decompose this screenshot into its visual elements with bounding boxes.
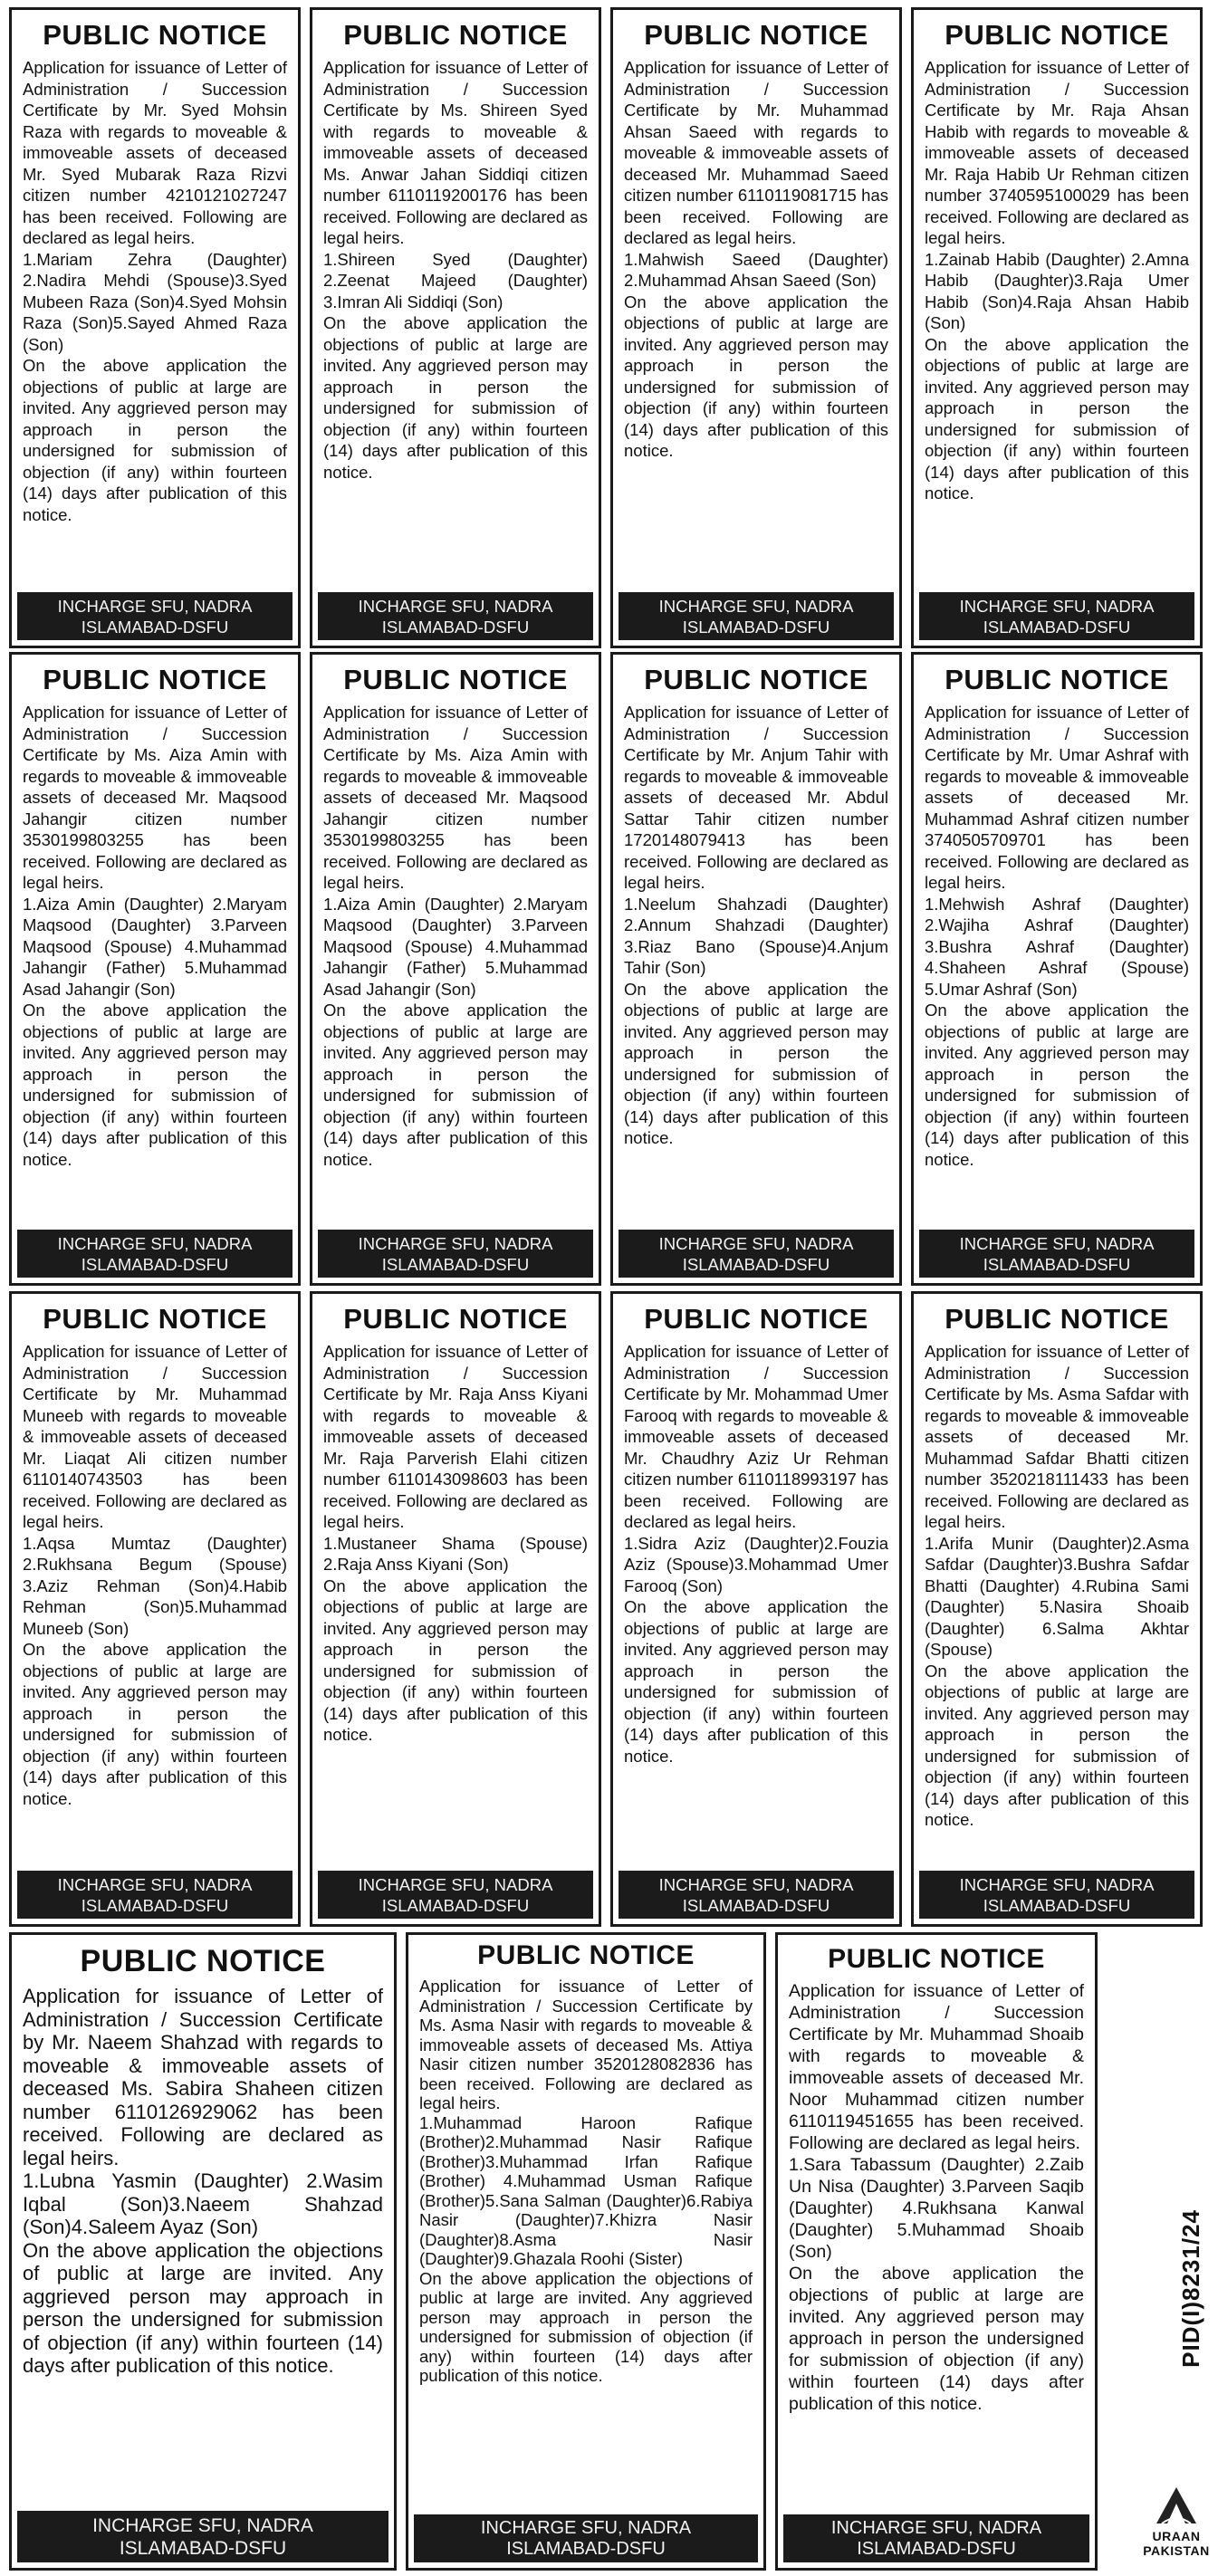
footer-line-2: ISLAMABAD-DSFU — [81, 618, 229, 637]
notice-heirs: 1.Arifa Munir (Daughter)2.Asma Safdar (Daughter)3.Bushra Safdar Bhatti (Daughter) 4.Rubina Sami (Daughter) 5.Nasira Shoaib (Daughter) 6.Salma Akhtar (Spouse) — [925, 1533, 1189, 1659]
notice-body — [312, 1341, 599, 1871]
public-notice-13 — [9, 1932, 397, 2571]
notice-intro: Application for issuance of Letter of Administration / Succession Certificate by Mr. Mohammad Umer Farooq with regards to moveable & immoveable assets of deceased Mr. Chaudhry Aziz Ur Rehman citizen number 6110118993197 has been received. Following are declared as legal heirs. — [624, 1342, 888, 1531]
footer-line-2: ISLAMABAD-DSFU — [682, 618, 830, 637]
notice-objection: On the above application the objections of public at large are invited. Any aggrieved person may approach in person the undersigned for submission of objection (if any) within fourteen (14) days after publication of this notice. — [323, 1575, 588, 1744]
notice-footer — [318, 592, 593, 640]
notice-intro: Application for issuance of Letter of Administration / Succession Certificate by Ms. Asma Safdar with regards to moveable & immoveable assets of deceased Mr. Muhammad Safdar Bhatti citizen number 3520218111433 has been received. Following are declared as legal heirs. — [925, 1342, 1189, 1531]
public-notice-12 — [911, 1291, 1203, 1927]
notice-body — [312, 702, 599, 1230]
notice-intro: Application for issuance of Letter of Administration / Succession Certificate by Ms. Aiza Amin with regards to moveable & immoveable assets of deceased Mr. Maqsood Jahangir citizen number 3530199803255 has been received. Following are declared as legal heirs. — [323, 703, 588, 892]
footer-line-1: INCHARGE SFU, NADRA — [658, 1875, 854, 1894]
footer-line-1: INCHARGE SFU, NADRA — [959, 597, 1155, 616]
footer-line-2: ISLAMABAD-DSFU — [682, 1896, 830, 1915]
notice-footer — [318, 1230, 593, 1278]
footer-line-1: INCHARGE SFU, NADRA — [830, 2518, 1042, 2538]
notice-footer — [17, 2511, 388, 2562]
notice-heirs: 1.Aiza Amin (Daughter) 2.Maryam Maqsood (Daughter) 3.Parveen Maqsood (Spouse) 4.Muhammad Jahangir (Father) 5.Muhammad Asad Jahangir (Son) — [323, 894, 588, 999]
public-notice-10 — [310, 1291, 601, 1927]
notice-body — [12, 1985, 394, 2511]
public-notice-3 — [610, 7, 902, 648]
footer-line-2: ISLAMABAD-DSFU — [857, 2539, 1016, 2559]
notice-intro: Application for issuance of Letter of Administration / Succession Certificate by Ms. Asma Nasir with regards to moveable & immoveable assets of deceased Ms. Attiya Nasir citizen number 3520128082836 has been received. Following are declared as legal heirs. — [419, 1977, 753, 2112]
notice-objection: On the above application the objections of public at large are invited. Any aggrieved person may approach in person the undersigned for submission of objection (if any) within fourteen (14) days after publication of this notice. — [789, 2264, 1084, 2414]
footer-line-2: ISLAMABAD-DSFU — [983, 1896, 1131, 1915]
notice-footer — [619, 1871, 894, 1919]
notice-title: PUBLIC NOTICE — [945, 664, 1169, 695]
notice-title: PUBLIC NOTICE — [343, 1303, 568, 1335]
notice-heirs: 1.Sidra Aziz (Daughter)2.Fouzia Aziz (Spouse)3.Mohammad Umer Farooq (Son) — [624, 1533, 888, 1595]
notice-heirs: 1.Mehwish Ashraf (Daughter) 2.Wajiha Ashraf (Daughter) 3.Bushra Ashraf (Daughter) 4.Shaheen Ashraf (Spouse) 5.Umar Ashraf (Son) — [925, 894, 1189, 999]
notice-footer — [919, 1871, 1194, 1919]
notice-footer — [17, 1871, 293, 1919]
notice-heirs: 1.Muhammad Haroon Rafique (Brother)2.Muhammad Nasir Rafique (Brother)3.Muhammad Irfan Rafique (Brother) 4.Muhammad Usman Rafique (Brother)5.Sana Salman (Daughter)6.Rabiya Nasir (Daughter)7.Khizra Nasir (Daughter)8.Asma Nasir (Daughter)9.Ghazala Roohi (Sister) — [419, 2112, 753, 2268]
notice-footer — [919, 1230, 1194, 1278]
notice-heirs: 1.Mustaneer Shama (Spouse) 2.Raja Anss Kiyani (Son) — [323, 1533, 588, 1574]
notice-footer — [783, 2514, 1089, 2562]
logo-text-pakistan: PAKISTAN — [1143, 2543, 1210, 2558]
public-notice-2 — [310, 7, 601, 648]
footer-line-2: ISLAMABAD-DSFU — [381, 1255, 530, 1274]
notice-footer — [318, 1871, 593, 1919]
notice-footer — [619, 1230, 894, 1278]
notice-intro: Application for issuance of Letter of Administration / Succession Certificate by Mr. Naeem Shahzad with regards to moveable & immoveable assets of deceased Ms. Sabira Shaheen citizen number 6110126929062 has been received. Following are declared as legal heirs. — [23, 1985, 383, 2169]
notice-objection: On the above application the objections of public at large are invited. Any aggrieved person may approach in person the undersigned for submission of objection (if any) within fourteen (14) days after publication of this notice. — [323, 313, 588, 482]
notice-heirs: 1.Mahwish Saeed (Daughter) 2.Muhammad Ahsan Saeed (Son) — [624, 249, 888, 290]
notice-heirs: 1.Aqsa Mumtaz (Daughter) 2.Rukhsana Begum (Spouse) 3.Aziz Rehman (Son)4.Habib Rehman (Son)5.Muhammad Muneeb (Son) — [23, 1533, 287, 1638]
public-notice-1 — [9, 7, 301, 648]
notice-heirs: 1.Zainab Habib (Daughter) 2.Amna Habib (Daughter)3.Raja Umer Habib (Son)4.Raja Ahsan Habib (Son) — [925, 249, 1189, 332]
notice-footer — [619, 592, 894, 640]
footer-line-2: ISLAMABAD-DSFU — [983, 618, 1131, 637]
notice-title: PUBLIC NOTICE — [43, 664, 267, 695]
notice-title: PUBLIC NOTICE — [43, 1303, 267, 1335]
footer-line-2: ISLAMABAD-DSFU — [81, 1896, 229, 1915]
notice-objection: On the above application the objections of public at large are invited. Any aggrieved person may approach in person the undersigned for submission of objection (if any) within fourteen (14) days after publication of this notice. — [925, 1001, 1189, 1169]
notice-objection: On the above application the objections of public at large are invited. Any aggrieved person may approach in person the undersigned for submission of objection (if any) within fourteen (14) days after publication of this notice. — [23, 1001, 287, 1169]
notice-heirs: 1.Lubna Yasmin (Daughter) 2.Wasim Iqbal (Son)3.Naeem Shahzad (Son)4.Saleem Ayaz (Son) — [23, 2169, 383, 2238]
public-notice-6 — [310, 652, 601, 1286]
footer-line-1: INCHARGE SFU, NADRA — [959, 1234, 1155, 1253]
notice-body — [12, 1341, 298, 1871]
footer-line-2: ISLAMABAD-DSFU — [983, 1255, 1131, 1274]
public-notice-11 — [610, 1291, 902, 1927]
notice-heirs: 1.Aiza Amin (Daughter) 2.Maryam Maqsood (Daughter) 3.Parveen Maqsood (Spouse) 4.Muhammad Jahangir (Father) 5.Muhammad Asad Jahangir (Son) — [23, 894, 287, 999]
notice-body — [12, 702, 298, 1230]
notice-body — [613, 702, 899, 1230]
notice-title: PUBLIC NOTICE — [644, 1303, 868, 1335]
notice-body — [613, 1341, 899, 1871]
notice-footer — [414, 2514, 758, 2562]
notice-title: PUBLIC NOTICE — [945, 19, 1169, 51]
bird-logo-icon — [1151, 2484, 1202, 2529]
notice-intro: Application for issuance of Letter of Administration / Succession Certificate by Ms. Shireen Syed with regards to moveable & immoveable assets of deceased Ms. Anwar Jahan Siddiqi citizen number 6110119200176 has been received. Following are declared as legal heirs. — [323, 58, 588, 247]
notice-title: PUBLIC NOTICE — [343, 664, 568, 695]
notice-objection: On the above application the objections of public at large are invited. Any aggrieved person may approach in person the undersigned for submission of objection (if any) within fourteen (14) days after publication of this notice. — [23, 1640, 287, 1808]
notice-body — [778, 1980, 1095, 2514]
notice-footer — [17, 1230, 293, 1278]
footer-line-1: INCHARGE SFU, NADRA — [57, 597, 253, 616]
public-notice-7 — [610, 652, 902, 1286]
notice-title: PUBLIC NOTICE — [644, 664, 868, 695]
footer-line-2: ISLAMABAD-DSFU — [81, 1255, 229, 1274]
notice-intro: Application for issuance of Letter of Administration / Succession Certificate by Mr. Muhammad Muneeb with regards to moveable & immoveable assets of deceased Mr. Liaqat Ali citizen number 6110140743503 has been received. Following are declared as legal heirs. — [23, 1342, 287, 1531]
footer-line-2: ISLAMABAD-DSFU — [119, 2538, 287, 2559]
notice-title: PUBLIC NOTICE — [644, 19, 868, 51]
notice-title: PUBLIC NOTICE — [80, 1944, 326, 1978]
notice-heirs: 1.Sara Tabassum (Daughter) 2.Zaib Un Nisa (Daughter) 3.Parveen Saqib (Daughter) 4.Rukhsana Kanwal (Daughter) 5.Muhammad Shoaib (Son) — [789, 2155, 1084, 2262]
notice-heirs: 1.Mariam Zehra (Daughter) 2.Nadira Mehdi (Spouse)3.Syed Mubeen Raza (Son)4.Syed Mohsin Raza (Son)5.Sayed Ahmed Raza (Son) — [23, 249, 287, 354]
public-notice-8 — [911, 652, 1203, 1286]
footer-line-1: INCHARGE SFU, NADRA — [92, 2515, 313, 2536]
notice-title: PUBLIC NOTICE — [477, 1940, 695, 1970]
footer-line-2: ISLAMABAD-DSFU — [381, 618, 530, 637]
notice-heirs: 1.Shireen Syed (Daughter) 2.Zeenat Majeed (Daughter) 3.Imran Ali Siddiqi (Son) — [323, 249, 588, 311]
notice-footer — [919, 592, 1194, 640]
public-notice-4 — [911, 7, 1203, 648]
public-notice-9 — [9, 1291, 301, 1927]
footer-line-1: INCHARGE SFU, NADRA — [480, 2518, 692, 2538]
footer-line-1: INCHARGE SFU, NADRA — [658, 1234, 854, 1253]
public-notice-5 — [9, 652, 301, 1286]
footer-line-2: ISLAMABAD-DSFU — [506, 2539, 666, 2559]
notice-body — [12, 57, 298, 592]
notice-body — [408, 1977, 763, 2514]
notice-title: PUBLIC NOTICE — [945, 1303, 1169, 1335]
notice-body — [312, 57, 599, 592]
footer-line-1: INCHARGE SFU, NADRA — [358, 1234, 553, 1253]
footer-line-1: INCHARGE SFU, NADRA — [57, 1234, 253, 1253]
notice-objection: On the above application the objections of public at large are invited. Any aggrieved person may approach in person the undersigned for submission of objection (if any) within fourteen (14) days after publication of this notice. — [419, 2268, 753, 2385]
notice-intro: Application for issuance of Letter of Administration / Succession Certificate by Mr. Raja Anss Kiyani with regards to moveable & immoveable assets of deceased Mr. Raja Parverish Elahi citizen number 6110143098603 has been received. Following are declared as legal heirs. — [323, 1342, 588, 1531]
notice-intro: Application for issuance of Letter of Administration / Succession Certificate by Mr. Umar Ashraf with regards to moveable & immoveable assets of deceased Mr. Muhammad Ashraf citizen number 3740505709701 has been received. Following are declared as legal heirs. — [925, 703, 1189, 892]
notice-body — [613, 57, 899, 592]
footer-line-2: ISLAMABAD-DSFU — [381, 1896, 530, 1915]
notice-footer — [17, 592, 293, 640]
footer-line-1: INCHARGE SFU, NADRA — [658, 597, 854, 616]
notice-intro: Application for issuance of Letter of Administration / Succession Certificate by Ms. Aiza Amin with regards to moveable & immoveable assets of deceased Mr. Maqsood Jahangir citizen number 3530199803255 has been received. Following are declared as legal heirs. — [23, 703, 287, 892]
public-notice-15 — [775, 1932, 1098, 2571]
notice-heirs: 1.Neelum Shahzadi (Daughter) 2.Annum Shahzadi (Daughter) 3.Riaz Bano (Spouse)4.Anjum Tahir (Son) — [624, 894, 888, 977]
footer-line-1: INCHARGE SFU, NADRA — [358, 1875, 553, 1894]
notice-intro: Application for issuance of Letter of Administration / Succession Certificate by Mr. Raja Ahsan Habib with regards to moveable & immoveable assets of deceased Mr. Raja Habib Ur Rehman citizen number 3740595100029 has been received. Following are declared as legal heirs. — [925, 58, 1189, 247]
uraan-pakistan-logo — [1140, 2484, 1213, 2558]
notice-objection: On the above application the objections of public at large are invited. Any aggrieved person may approach in person the undersigned for submission of objection (if any) within fourteen (14) days after publication of this notice. — [624, 979, 888, 1147]
notice-objection: On the above application the objections of public at large are invited. Any aggrieved person may approach in person the undersigned for submission of objection (if any) within fourteen (14) days after publication of this notice. — [624, 292, 888, 460]
logo-text-uraan: URAAN — [1152, 2529, 1201, 2543]
notice-objection: On the above application the objections of public at large are invited. Any aggrieved person may approach in person the undersigned for submission of objection (if any) within fourteen (14) days after publication of this notice. — [925, 1661, 1189, 1829]
footer-line-2: ISLAMABAD-DSFU — [682, 1255, 830, 1274]
notice-title: PUBLIC NOTICE — [43, 19, 267, 51]
notice-objection: On the above application the objections of public at large are invited. Any aggrieved person may approach in person the undersigned for submission of objection (if any) within fourteen (14) days after publication of this notice. — [323, 1001, 588, 1169]
notice-intro: Application for issuance of Letter of Administration / Succession Certificate by Mr. Muhammad Shoaib with regards to moveable & immoveable assets of deceased Mr. Noor Muhammad citizen number 6110119451655 has been received. Following are declared as legal heirs. — [789, 1981, 1084, 2153]
footer-line-1: INCHARGE SFU, NADRA — [57, 1875, 253, 1894]
notice-objection: On the above application the objections of public at large are invited. Any aggrieved person may approach in person the undersigned for submission of objection (if any) within fourteen (14) days after publication of this notice. — [624, 1597, 888, 1766]
notice-title: PUBLIC NOTICE — [828, 1944, 1045, 1974]
notice-intro: Application for issuance of Letter of Administration / Succession Certificate by Mr. Muhammad Ahsan Saeed with regards to moveable & immoveable assets of deceased Mr. Muhammad Saeed citizen number 6110119081715 has been received. Following are declared as legal heirs. — [624, 58, 888, 247]
notice-objection: On the above application the objections of public at large are invited. Any aggrieved person may approach in person the undersigned for submission of objection (if any) within fourteen (14) days after publication of this notice. — [23, 2238, 383, 2377]
notice-intro: Application for issuance of Letter of Administration / Succession Certificate by Mr. Anjum Tahir with regards to moveable & immoveable assets of deceased Mr. Abdul Sattar Tahir citizen number 1720148079413 has been received. Following are declared as legal heirs. — [624, 703, 888, 892]
footer-line-1: INCHARGE SFU, NADRA — [959, 1875, 1155, 1894]
public-notice-14 — [406, 1932, 766, 2571]
notice-body — [914, 702, 1200, 1230]
notice-title: PUBLIC NOTICE — [343, 19, 568, 51]
notice-objection: On the above application the objections of public at large are invited. Any aggrieved person may approach in person the undersigned for submission of objection (if any) within fourteen (14) days after publication of this notice. — [23, 356, 287, 524]
notice-intro: Application for issuance of Letter of Administration / Succession Certificate by Mr. Syed Mohsin Raza with regards to moveable & immoveable assets of deceased Mr. Syed Mubarak Raza Rizvi citizen number 4210121027247 has been received. Following are declared as legal heirs. — [23, 58, 287, 247]
notice-body — [914, 1341, 1200, 1871]
notice-body — [914, 57, 1200, 592]
footer-line-1: INCHARGE SFU, NADRA — [358, 597, 553, 616]
notice-objection: On the above application the objections of public at large are invited. Any aggrieved person may approach in person the undersigned for submission of objection (if any) within fourteen (14) days after publication of this notice. — [925, 334, 1189, 503]
pid-label: PID(I)8231/24 — [1177, 2209, 1204, 2368]
